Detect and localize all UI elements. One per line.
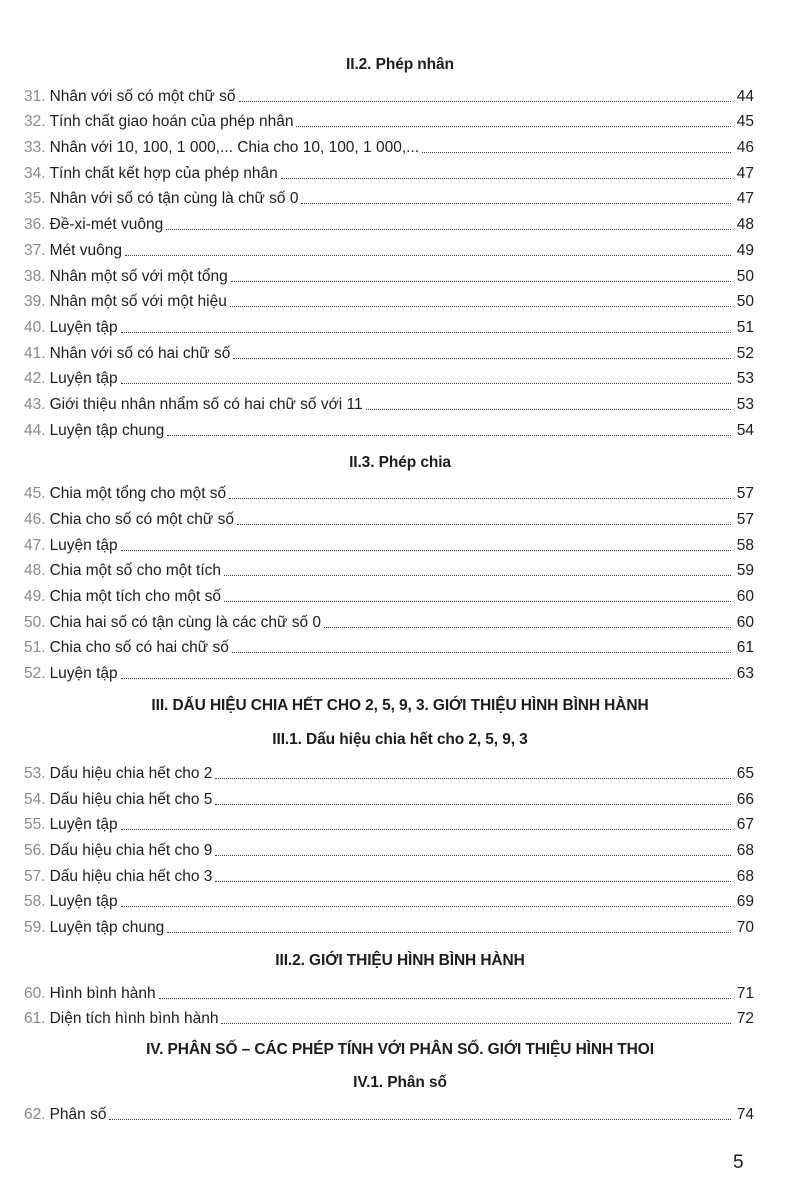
- dot-leader: [237, 524, 731, 525]
- entry-page-number: 47: [736, 164, 754, 182]
- entry-number: 31.: [24, 87, 46, 105]
- dot-leader: [167, 932, 731, 933]
- entry-title: Chia cho số có hai chữ số: [49, 639, 229, 657]
- toc-entry[interactable]: [24, 363, 754, 389]
- entry-title: Chia một số cho một tích: [49, 562, 221, 580]
- entry-number: 35.: [24, 190, 46, 208]
- entry-number: 54.: [24, 790, 46, 808]
- dot-leader: [125, 255, 731, 256]
- dot-leader: [167, 435, 731, 436]
- entry-number: 41.: [24, 344, 46, 362]
- entry-number: 39.: [24, 293, 46, 311]
- section-heading: II.2. Phép nhân: [346, 56, 454, 73]
- entry-page-number: 68: [736, 841, 754, 859]
- dot-leader: [121, 332, 731, 333]
- entry-page-number: 45: [736, 113, 754, 131]
- entry-title: Dấu hiệu chia hết cho 3: [49, 867, 213, 885]
- toc-entry[interactable]: [24, 657, 754, 683]
- entry-page-number: 72: [736, 1010, 754, 1028]
- entry-title: Giới thiệu nhân nhẩm số có hai chữ số với 11: [49, 395, 363, 413]
- dot-leader: [166, 229, 731, 230]
- entry-title: Luyện tập: [49, 536, 118, 554]
- toc-entry[interactable]: [24, 311, 754, 337]
- toc-entry[interactable]: [24, 157, 754, 183]
- dot-leader: [233, 358, 731, 359]
- entry-number: 40.: [24, 318, 46, 336]
- entry-number: 42.: [24, 370, 46, 388]
- entry-number: 53.: [24, 764, 46, 782]
- toc-entry[interactable]: [24, 911, 754, 937]
- entry-number: 62.: [24, 1106, 46, 1123]
- entry-page-number: 58: [736, 536, 754, 554]
- entry-title: Dấu hiệu chia hết cho 2: [49, 764, 213, 782]
- entry-page-number: 71: [736, 984, 754, 1002]
- entry-title: Luyện tập: [49, 318, 118, 336]
- dot-leader: [121, 678, 731, 679]
- dot-leader: [301, 203, 731, 204]
- entry-page-number: 59: [736, 562, 754, 580]
- entry-page-number: 53: [736, 395, 754, 413]
- dot-leader: [159, 998, 731, 999]
- entry-page-number: 52: [736, 344, 754, 362]
- toc-entry[interactable]: [24, 886, 754, 912]
- entry-number: 46.: [24, 511, 46, 528]
- entry-title: Luyện tập: [49, 370, 118, 388]
- toc-entry[interactable]: [24, 106, 754, 132]
- toc-entry[interactable]: [24, 632, 754, 658]
- entry-page-number: 60: [736, 588, 754, 606]
- entry-page-number: 68: [736, 867, 754, 885]
- entry-title: Nhân với số có một chữ số: [49, 87, 236, 105]
- entry-title: Diện tích hình bình hành: [49, 1010, 219, 1028]
- toc-entry[interactable]: [24, 337, 754, 363]
- dot-leader: [121, 550, 731, 551]
- toc-entry[interactable]: [24, 183, 754, 209]
- entry-title: Phân số: [49, 1106, 107, 1123]
- entry-number: 36.: [24, 216, 46, 234]
- toc-entry[interactable]: [24, 783, 754, 809]
- toc-entry[interactable]: [24, 478, 754, 504]
- toc-entry[interactable]: [24, 388, 754, 414]
- entry-title: Dấu hiệu chia hết cho 9: [49, 841, 213, 859]
- dot-leader: [232, 652, 731, 653]
- entry-title: Tính chất giao hoán của phép nhân: [49, 113, 294, 131]
- chapter-heading: IV. PHÂN SỐ – CÁC PHÉP TÍNH VỚI PHÂN SỐ. GIỚI THIỆU HÌNH THOI: [146, 1041, 654, 1059]
- entry-number: 60.: [24, 984, 46, 1002]
- entry-page-number: 57: [736, 485, 754, 503]
- toc-entry[interactable]: [24, 529, 754, 555]
- entry-number: 48.: [24, 562, 46, 580]
- dot-leader: [239, 101, 731, 102]
- entry-page-number: 61: [736, 639, 754, 657]
- entry-number: 32.: [24, 113, 46, 131]
- entry-title: Luyện tập chung: [49, 421, 165, 439]
- entry-page-number: 60: [736, 613, 754, 631]
- entry-number: 61.: [24, 1010, 46, 1028]
- toc-entry[interactable]: [24, 809, 754, 835]
- entry-page-number: 48: [736, 216, 754, 234]
- entry-number: 50.: [24, 613, 46, 631]
- page-number: 5: [733, 1152, 744, 1173]
- toc-entry[interactable]: [24, 1098, 754, 1124]
- section-heading: III.1. Dấu hiệu chia hết cho 2, 5, 9, 3: [272, 731, 528, 749]
- entry-title: Mét vuông: [49, 241, 122, 259]
- entry-number: 58.: [24, 893, 46, 911]
- entry-number: 34.: [24, 164, 46, 182]
- dot-leader: [281, 178, 731, 179]
- toc-entry[interactable]: [24, 414, 754, 440]
- toc-entry[interactable]: [24, 834, 754, 860]
- dot-leader: [215, 855, 731, 856]
- dot-leader: [215, 778, 731, 779]
- entry-title: Luyện tập chung: [49, 918, 165, 936]
- toc-entry[interactable]: [24, 503, 754, 529]
- dot-leader: [221, 1023, 731, 1024]
- entry-title: Luyện tập: [49, 893, 118, 911]
- entry-title: Dấu hiệu chia hết cho 5: [49, 790, 213, 808]
- entry-number: 57.: [24, 867, 46, 885]
- entry-page-number: 74: [736, 1106, 754, 1123]
- table-of-contents: [24, 50, 754, 1124]
- entry-page-number: 51: [736, 318, 754, 336]
- entry-page-number: 70: [736, 918, 754, 936]
- dot-leader: [121, 906, 731, 907]
- dot-leader: [215, 804, 731, 805]
- chapter-heading: III. DẤU HIỆU CHIA HẾT CHO 2, 5, 9, 3. GIỚI THIỆU HÌNH BÌNH HÀNH: [151, 697, 649, 715]
- entry-title: Luyện tập: [49, 665, 118, 683]
- entry-page-number: 63: [736, 665, 754, 683]
- toc-entry[interactable]: [24, 208, 754, 234]
- toc-entry[interactable]: [24, 580, 754, 606]
- toc-entry[interactable]: [24, 1003, 754, 1029]
- entry-title: Chia một tích cho một số: [49, 588, 221, 606]
- toc-entry[interactable]: [24, 131, 754, 157]
- entry-number: 47.: [24, 536, 46, 554]
- entry-title: Nhân một số với một hiệu: [49, 293, 227, 311]
- entry-title: Hình bình hành: [49, 984, 156, 1002]
- dot-leader: [366, 409, 731, 410]
- entry-page-number: 50: [736, 267, 754, 285]
- entry-number: 49.: [24, 588, 46, 606]
- dot-leader: [422, 152, 731, 153]
- dot-leader: [230, 306, 731, 307]
- entry-page-number: 66: [736, 790, 754, 808]
- entry-title: Nhân với số có hai chữ số: [49, 344, 231, 362]
- entry-title: Nhân với số có tận cùng là chữ số 0: [49, 190, 299, 208]
- entry-page-number: 47: [736, 190, 754, 208]
- entry-number: 38.: [24, 267, 46, 285]
- section-heading: III.2. GIỚI THIỆU HÌNH BÌNH HÀNH: [275, 951, 525, 969]
- toc-entry[interactable]: [24, 80, 754, 106]
- entry-page-number: 54: [736, 421, 754, 439]
- entry-number: 44.: [24, 421, 46, 439]
- dot-leader: [324, 627, 731, 628]
- toc-entry[interactable]: [24, 860, 754, 886]
- dot-leader: [296, 126, 731, 127]
- entry-page-number: 65: [736, 764, 754, 782]
- entry-number: 56.: [24, 841, 46, 859]
- entry-title: Nhân một số với một tổng: [49, 267, 228, 285]
- entry-page-number: 69: [736, 893, 754, 911]
- entry-title: Đề-xi-mét vuông: [49, 216, 164, 234]
- section-heading: IV.1. Phân số: [353, 1074, 447, 1092]
- entry-page-number: 53: [736, 370, 754, 388]
- entry-page-number: 57: [736, 511, 754, 528]
- entry-title: Luyện tập: [49, 816, 118, 834]
- entry-title: Tính chất kết hợp của phép nhân: [49, 164, 278, 182]
- entry-page-number: 49: [736, 241, 754, 259]
- entry-number: 43.: [24, 395, 46, 413]
- entry-number: 52.: [24, 665, 46, 683]
- toc-entry[interactable]: [24, 606, 754, 632]
- toc-entry[interactable]: [24, 977, 754, 1003]
- entry-title: Chia cho số có một chữ số: [49, 511, 234, 528]
- entry-number: 33.: [24, 139, 46, 157]
- entry-title: Chia một tổng cho một số: [49, 485, 227, 503]
- entry-page-number: 67: [736, 816, 754, 834]
- entry-page-number: 50: [736, 293, 754, 311]
- entry-number: 59.: [24, 918, 46, 936]
- toc-entry[interactable]: [24, 757, 754, 783]
- dot-leader: [231, 281, 731, 282]
- entry-number: 55.: [24, 816, 46, 834]
- dot-leader: [229, 498, 731, 499]
- dot-leader: [215, 881, 731, 882]
- toc-entry[interactable]: [24, 234, 754, 260]
- toc-entry[interactable]: [24, 555, 754, 581]
- entry-number: 51.: [24, 639, 46, 657]
- dot-leader: [121, 383, 731, 384]
- entry-page-number: 44: [736, 87, 754, 105]
- toc-entry[interactable]: [24, 286, 754, 312]
- section-heading: II.3. Phép chia: [349, 453, 451, 471]
- entry-title: Nhân với 10, 100, 1 000,... Chia cho 10, 100, 1 000,...: [49, 139, 420, 157]
- dot-leader: [224, 601, 731, 602]
- entry-title: Chia hai số có tận cùng là các chữ số 0: [49, 613, 322, 631]
- entry-number: 37.: [24, 241, 46, 259]
- dot-leader: [224, 575, 731, 576]
- entry-number: 45.: [24, 485, 46, 503]
- toc-entry[interactable]: [24, 260, 754, 286]
- entry-page-number: 46: [736, 139, 754, 157]
- dot-leader: [121, 829, 731, 830]
- dot-leader: [109, 1119, 731, 1120]
